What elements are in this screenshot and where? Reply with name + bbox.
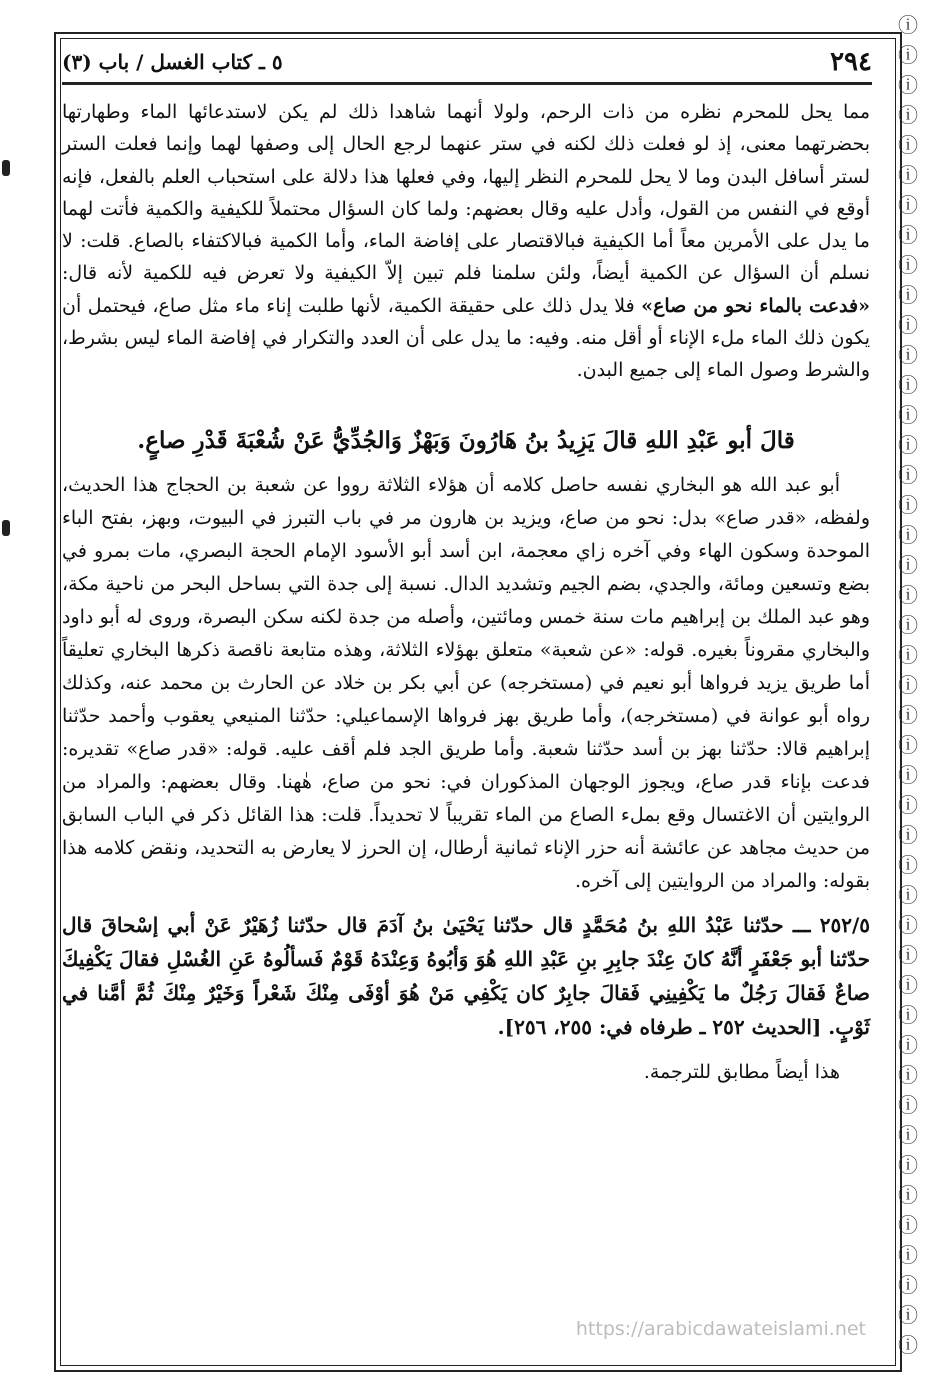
hadith-heading: قالَ أبو عَبْدِ اللهِ قالَ يَزِيدُ بنُ هَارُونَ وَبَهْزٌ وَالجُدِّيُّ عَنْ شُعْبَةَ قَدْرِ صاعٍ. bbox=[137, 426, 795, 454]
intro-paragraph bbox=[62, 96, 870, 387]
intro-quote: «فدعت بالماء نحو من صاع» bbox=[641, 294, 870, 317]
running-title: ٥ ـ كتاب الغسل / باب (٣) bbox=[62, 50, 283, 74]
intro-tail: فلا يدل ذلك على حقيقة الكمية، لأنها طلبت إناء ماء مثل صاع، فيحتمل أن يكون ذلك الماء ملء الإناء أو أقل منه. وفيه: ما يدل على أن العدد والتكرار في إفاضة الماء ليس بشرط، والشرط وصول الماء إلى جميع البدن. bbox=[62, 294, 870, 382]
hadith-text: حدّثنا عَبْدُ اللهِ بنُ مُحَمَّدٍ قال حدّثنا يَحْيَىٰ بنُ آدَمَ قال حدّثنا زُهَيْرٌ عَنْ أبي إسْحاقَ قال حدّثنا أبو جَعْفَرٍ أنَّهُ كانَ عِنْدَ جابِرِ بنِ عَبْدِ اللهِ هُوَ وَأبُوهُ وَعِنْدَهُ قَوْمٌ فَسألُوهُ عَنِ الغُسْلِ فقالَ يَكْفِيكَ صاعٌ فَقالَ رَجُلٌ ما يَكْفِينِي فَقالَ جابِرٌ كان يَكْفِي مَنْ هُوَ أوْفَى مِنْكَ شَعْراً وَخَيْرٌ مِنْكَ ثُمَّ أمَّنا في ثَوْبٍ. [الحديث ٢٥٢ ـ طرفاه في: ٢٥٥، ٢٥٦]. bbox=[62, 912, 870, 1039]
page-header bbox=[62, 42, 872, 85]
page-body bbox=[62, 96, 870, 1088]
hadith-number: ٢٥٢/٥ ـــ bbox=[792, 912, 870, 937]
page-edge-mark-icon bbox=[2, 520, 10, 536]
page-edge-mark-icon bbox=[2, 160, 10, 176]
ornament-border-icon: ⓘ ⓘ ⓘ ⓘ ⓘ ⓘ ⓘ ⓘ ⓘ ⓘ ⓘ ⓘ ⓘ ⓘ ⓘ ⓘ ⓘ ⓘ ⓘ ⓘ ⓘ ⓘ ⓘ ⓘ ⓘ ⓘ ⓘ ⓘ ⓘ ⓘ ⓘ ⓘ ⓘ ⓘ ⓘ ⓘ ⓘ ⓘ ⓘ ⓘ ⓘ ⓘ ⓘ ⓘ ⓘ bbox=[898, 13, 918, 1357]
watermark-url: https://arabicdawateislami.net bbox=[575, 1318, 866, 1340]
intro-text: مما يحل للمحرم نظره من ذات الرحم، ولولا أنهما شاهدا ذلك لم يكن لاستدعائها الماء وطهارتها بحضرتهما معنى، إذ لو فعلت ذلك لكنه في ستر عنهما لرجع الحال إلى وصفها لهما وإنما فعلت الستر لستر أسافل البدن وما لا يحل للمحرم النظر إليها، وفي فعلها هذا دلالة على استحباب العلم بالفعل، فإنه أوقع في النفس من القول، وأدل عليه وقال بعضهم: ولما كان السؤال محتملاً للكيفية والكمية فأتت لهما ما يدل على الأمرين معاً أما الكيفية فبالاقتصار على إفاضة الماء، وأما الكمية فبالاكتفاء بالصاع. قلت: لا نسلم أن السؤال عن الكمية أيضاً، ولئن سلمنا فلم تبين إلاّ الكيفية ولا تعرض فيه للكمية لأنه قال: bbox=[62, 101, 870, 285]
closing-line: هذا أيضاً مطابق للترجمة. bbox=[643, 1060, 840, 1083]
commentary-paragraph: أبو عبد الله هو البخاري نفسه حاصل كلامه أن هؤلاء الثلاثة رووا عن شعبة بن الحجاج هذا الحديث، ولفظه، «قدر صاع» بدل: نحو من صاع، ويزيد بن هارون مر في باب التبرز في البيوت، وبهز، بفتح الباء الموحدة وسكون الهاء وفي آخره زاي معجمة، ابن أسد أبو الأسود الإمام الحجة البصري، مات بمرو في بضع وتسعين ومائة، والجدي، بضم الجيم وتشديد الدال. نسبة إلى جدة التي بساحل البحر من ناحية مكة، وهو عبد الملك بن إبراهيم مات سنة خمس ومائتين، وأصله من جدة لكنه سكن البصرة، وروى له أبو داود والبخاري مقروناً بغيره. قوله: «عن شعبة» متعلق بهؤلاء الثلاثة، وهذه متابعة ناقصة ذكرها البخاري تعليقاً أما طريق يزيد فرواها أبو نعيم في (مستخرجه) عن أبي بكر بن خلاد عن الحارث بن محمد عنه، وكذلك رواه أبو عوانة في (مستخرجه)، وأما طريق بهز فرواها الإسماعيلي: حدّثنا المنيعي يعقوب وأحمد حدّثنا إبراهيم قالا: حدّثنا بهز بن أسد حدّثنا شعبة. وأما طريق الجد فلم أقف عليه. قوله: «قدر صاع» تقديره: فدعت بإناء قدر صاع، ويجوز الوجهان المذكوران في: نحو من صاع، هٰهنا. وقال بعضهم: والمراد من الروايتين أن الاغتسال وقع بملء الصاع من الماء تقريباً لا تحديداً. قلت: هذا القائل ذكر في الباب السابق من حديث مجاهد عن عائشة أنه حزر الإناء ثمانية أرطال، إن الحرز لا يعارض به التحديد، ونقض كلامه هذا بقوله: والمراد من الروايتين إلى آخره. bbox=[62, 473, 870, 892]
hadith-text-block bbox=[62, 908, 870, 1044]
page-number: ٢٩٤ bbox=[830, 47, 872, 77]
